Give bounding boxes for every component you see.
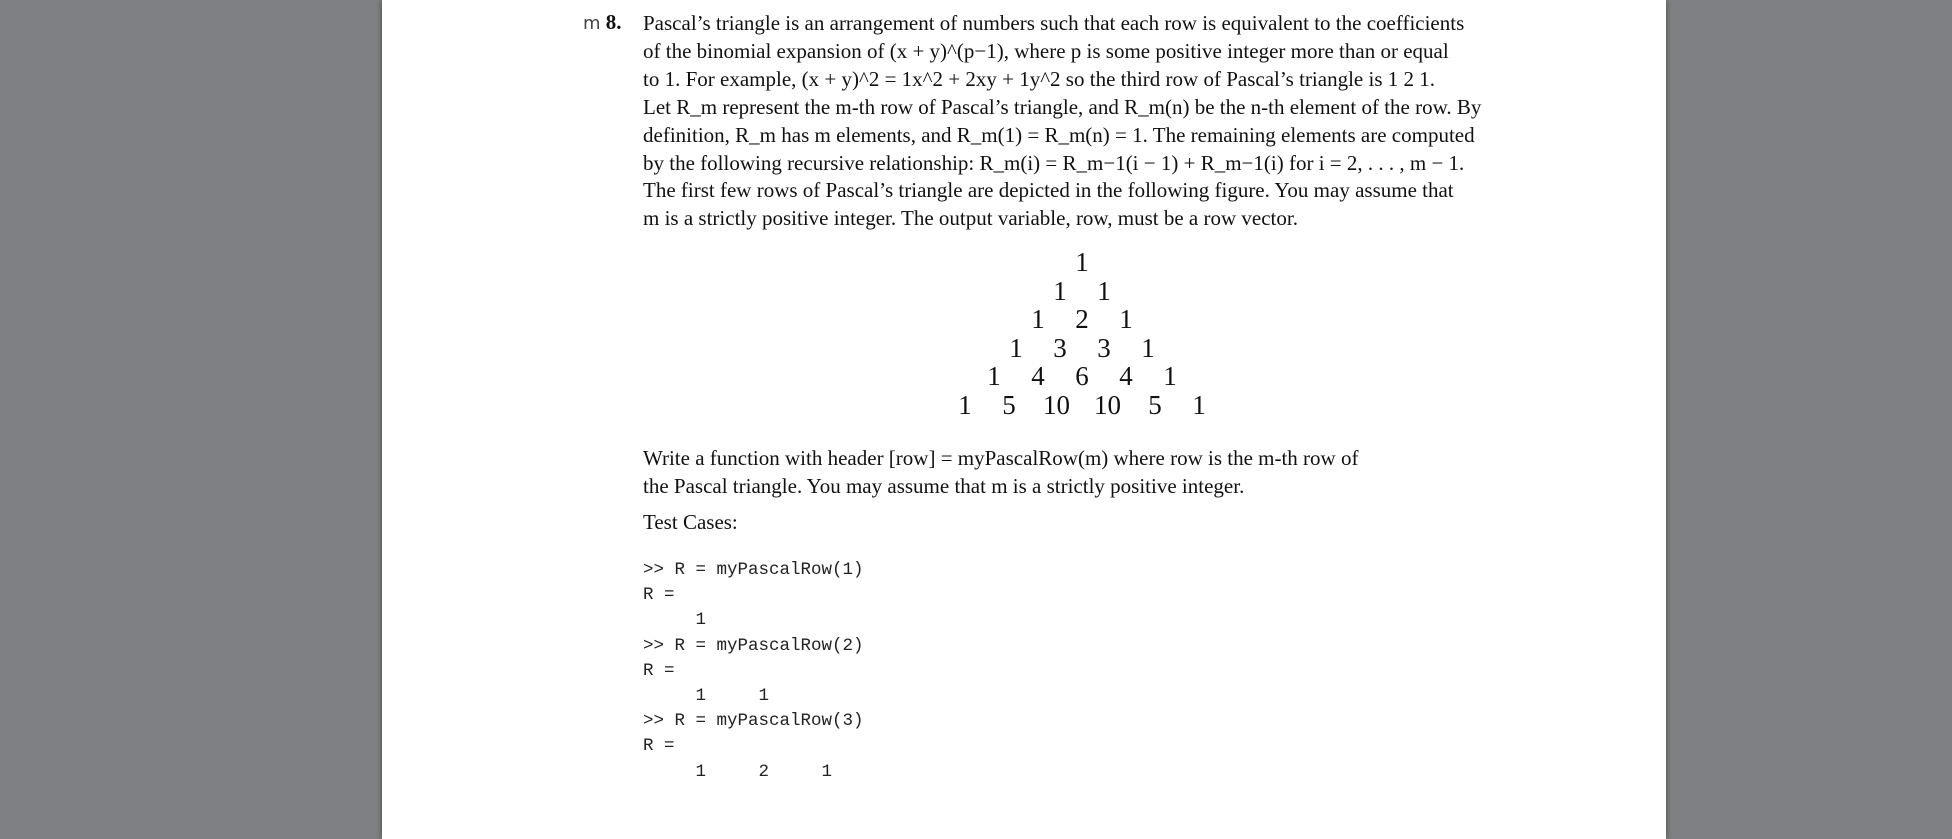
- triangle-cell: 1: [1163, 361, 1177, 392]
- triangle-cell: 1: [1031, 304, 1045, 335]
- triangle-cell: 6: [1075, 361, 1089, 392]
- problem-line-6: by the following recursive relationship: R_m(i) = R_m−1(i − 1) + R_m−1(i) for i = 2, . . . , m − 1.: [643, 150, 1465, 175]
- triangle-cell: 1: [1141, 332, 1155, 363]
- triangle-cell: 1: [1097, 275, 1111, 306]
- triangle-row-6: [922, 391, 1242, 420]
- triangle-cell: 10: [1094, 389, 1121, 420]
- problem-line-1: Pascal’s triangle is an arrangement of numbers such that each row is equivalent to the coefficients: [643, 11, 1465, 35]
- problem-number: [583, 10, 622, 35]
- triangle-cell: 5: [1148, 389, 1162, 420]
- triangle-row-2: [922, 277, 1242, 306]
- triangle-cell: 1: [958, 389, 972, 420]
- triangle-row-3: [922, 305, 1242, 334]
- test-cases-code: >> R = myPascalRow(1) R = 1 >> R = myPascalRow(2) R = 1 1 >> R = myPascalRow(3) R = 1 2 1: [643, 560, 864, 782]
- problem-prefix: m: [583, 13, 601, 34]
- problem-line-7: The first few rows of Pascal’s triangle are depicted in the following figure. You may assume that: [643, 178, 1454, 203]
- triangle-cell: 2: [1075, 304, 1089, 335]
- problem-number-text: 8.: [605, 10, 622, 34]
- triangle-cell: 1: [1192, 389, 1206, 420]
- triangle-row-1: [922, 248, 1242, 277]
- instruction-paragraph: [643, 445, 1516, 501]
- problem-description: [643, 10, 1516, 233]
- document-page: [382, 0, 1666, 839]
- problem-line-2: of the binomial expansion of (x + y)^(p−1), where p is some positive integer more than or equal: [643, 38, 1449, 63]
- problem-line-3: to 1. For example, (x + y)^2 = 1x^2 + 2xy + 1y^2 so the third row of Pascal’s triangle is 1 2 1.: [643, 66, 1436, 91]
- triangle-cell: 1: [1053, 275, 1067, 306]
- triangle-cell: 1: [1009, 332, 1023, 363]
- instruction-line-2: the Pascal triangle. You may assume that m is a strictly positive integer.: [643, 473, 1245, 498]
- triangle-cell: 4: [1119, 361, 1133, 392]
- instruction-line-1: Write a function with header [row] = myPascalRow(m) where row is the m-th row of: [643, 446, 1359, 470]
- triangle-cell: 1: [987, 361, 1001, 392]
- problem-line-4: Let R_m represent the m-th row of Pascal’s triangle, and R_m(n) be the n-th element of the row. By: [643, 94, 1482, 119]
- triangle-cell: 4: [1031, 361, 1045, 392]
- problem-line-8: m is a strictly positive integer. The output variable, row, must be a row vector.: [643, 206, 1298, 231]
- triangle-cell: 3: [1053, 332, 1067, 363]
- triangle-cell: 1: [1119, 304, 1133, 335]
- triangle-row-5: [922, 362, 1242, 391]
- pascal-triangle-figure: [922, 248, 1242, 420]
- triangle-row-4: [922, 334, 1242, 363]
- triangle-cell: 1: [1075, 247, 1089, 277]
- triangle-cell: 3: [1097, 332, 1111, 363]
- triangle-cell: 10: [1043, 389, 1070, 420]
- test-cases-label: Test Cases:: [643, 510, 738, 534]
- triangle-cell: 5: [1002, 389, 1016, 420]
- problem-line-5: definition, R_m has m elements, and R_m(1) = R_m(n) = 1. The remaining elements are computed: [643, 122, 1475, 147]
